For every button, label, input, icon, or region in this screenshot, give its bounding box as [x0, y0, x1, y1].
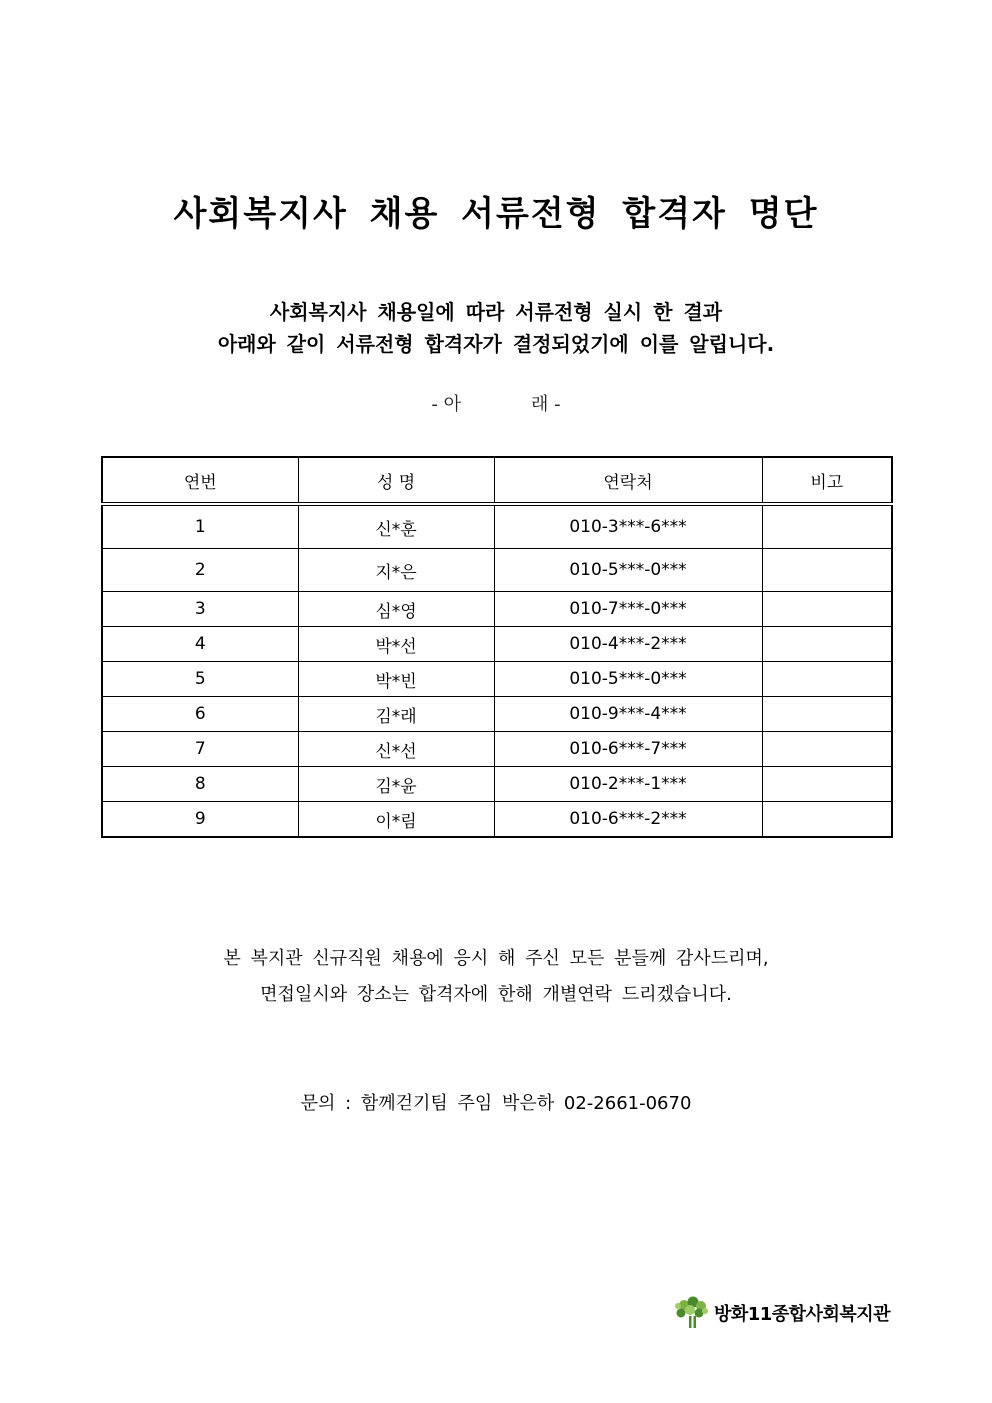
notice-left: - 아	[431, 394, 461, 415]
organization-name: 방화11종합사회복지관	[713, 1304, 890, 1325]
table-row	[102, 627, 892, 662]
page-title: 사회복지사 채용 서류전형 합격자 명단	[173, 194, 819, 234]
intro-line-2: 아래와 같이 서류전형 합격자가 결정되었기에 이를 알립니다.	[217, 332, 775, 356]
cell-no: 6	[102, 697, 298, 732]
table-row	[102, 592, 892, 627]
cell-note	[762, 767, 892, 802]
cell-phone: 010-7***-0***	[494, 592, 762, 627]
header-no: 연번	[102, 457, 298, 504]
cell-no: 5	[102, 662, 298, 697]
applicant-table	[101, 456, 893, 838]
tree-logo-icon	[674, 1296, 710, 1330]
table-header-row	[102, 457, 892, 504]
cell-note	[762, 549, 892, 592]
table-row	[102, 802, 892, 838]
cell-phone: 010-2***-1***	[494, 767, 762, 802]
cell-no: 2	[102, 549, 298, 592]
cell-note	[762, 732, 892, 767]
cell-phone: 010-3***-6***	[494, 504, 762, 549]
cell-name: 신*훈	[298, 504, 494, 549]
cell-no: 3	[102, 592, 298, 627]
closing-line-1: 본 복지관 신규직원 채용에 응시 해 주신 모든 분들께 감사드리며,	[223, 948, 769, 969]
cell-note	[762, 697, 892, 732]
table-row	[102, 697, 892, 732]
cell-no: 4	[102, 627, 298, 662]
cell-name: 김*윤	[298, 767, 494, 802]
notice-heading	[0, 390, 992, 416]
cell-note	[762, 504, 892, 549]
cell-no: 7	[102, 732, 298, 767]
cell-no: 8	[102, 767, 298, 802]
table-row	[102, 732, 892, 767]
cell-note	[762, 802, 892, 838]
closing-line-2: 면접일시와 장소는 합격자에 한해 개별연락 드리겠습니다.	[260, 984, 732, 1005]
cell-name: 신*선	[298, 732, 494, 767]
cell-name: 박*선	[298, 627, 494, 662]
intro-line-1: 사회복지사 채용일에 따라 서류전형 실시 한 결과	[269, 300, 723, 324]
table-row	[102, 549, 892, 592]
table-row	[102, 662, 892, 697]
header-name: 성 명	[298, 457, 494, 504]
cell-note	[762, 627, 892, 662]
cell-note	[762, 662, 892, 697]
cell-no: 1	[102, 504, 298, 549]
cell-no: 9	[102, 802, 298, 838]
header-note: 비고	[762, 457, 892, 504]
table-row	[102, 767, 892, 802]
notice-right: 래 -	[531, 394, 561, 415]
table-row	[102, 504, 892, 549]
header-phone: 연락처	[494, 457, 762, 504]
cell-phone: 010-5***-0***	[494, 549, 762, 592]
cell-note	[762, 592, 892, 627]
cell-phone: 010-6***-7***	[494, 732, 762, 767]
cell-phone: 010-6***-2***	[494, 802, 762, 838]
cell-phone: 010-9***-4***	[494, 697, 762, 732]
cell-name: 이*림	[298, 802, 494, 838]
contact-info: 문의 : 함께걷기팀 주임 박은하 02-2661-0670	[300, 1093, 692, 1114]
cell-phone: 010-5***-0***	[494, 662, 762, 697]
cell-name: 김*래	[298, 697, 494, 732]
cell-phone: 010-4***-2***	[494, 627, 762, 662]
cell-name: 지*은	[298, 549, 494, 592]
organization-logo	[674, 1296, 890, 1330]
cell-name: 박*빈	[298, 662, 494, 697]
cell-name: 심*영	[298, 592, 494, 627]
